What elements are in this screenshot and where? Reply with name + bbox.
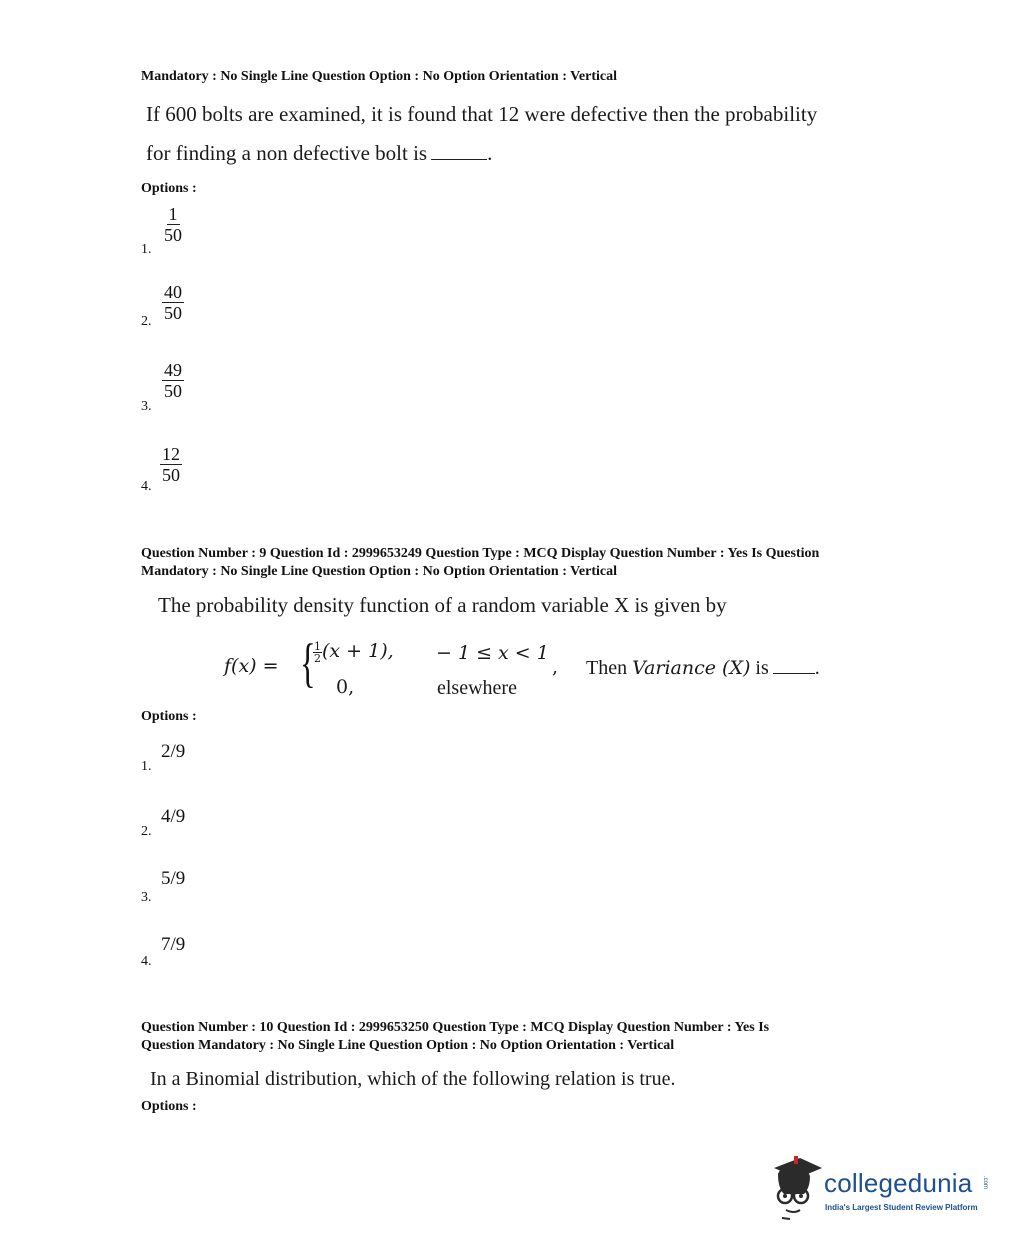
q8-meta: Mandatory : No Single Line Question Option : No Option Orientation : Vertical <box>141 69 618 84</box>
q9-option-1-text[interactable]: 2/9 <box>161 741 186 762</box>
q8-option-1-denominator: 50 <box>164 225 182 245</box>
logo-tagline: India's Largest Student Review Platform <box>825 1203 978 1212</box>
q8-question-line2 <box>146 141 492 165</box>
q10-meta-line2: Question Mandatory : No Single Line Question Option : No Option Orientation : Vertical <box>141 1038 675 1053</box>
student-mascot-icon <box>764 1152 824 1220</box>
q9-half-denominator: 2 <box>314 651 321 665</box>
q9-formula-half <box>313 641 322 664</box>
logo-com: .com <box>982 1176 988 1190</box>
q8-option-3-number[interactable]: 3. <box>141 399 152 414</box>
q9-formula-case2: 0, <box>336 676 355 698</box>
q8-option-2-fraction[interactable] <box>162 282 184 323</box>
q8-option-4-number[interactable]: 4. <box>141 479 152 494</box>
q9-option-1-number[interactable]: 1. <box>141 759 152 774</box>
q8-option-1-fraction[interactable] <box>164 204 182 245</box>
q8-option-4-denominator: 50 <box>162 465 180 485</box>
q8-option-1-numerator: 1 <box>168 204 178 224</box>
logo-mascot <box>764 1152 824 1220</box>
logo-name: collegedunia <box>824 1168 973 1198</box>
q8-option-4-fraction[interactable] <box>160 444 182 485</box>
q9-option-4-number[interactable]: 4. <box>141 954 152 969</box>
q9-formula-cond2: elsewhere <box>437 677 517 699</box>
q9-option-3-number[interactable]: 3. <box>141 890 152 905</box>
q9-option-3-text[interactable]: 5/9 <box>161 868 186 889</box>
q9-end-text: . <box>814 657 820 679</box>
q9-half-numerator: 1 <box>314 639 321 653</box>
q8-option-2-number[interactable]: 2. <box>141 314 152 329</box>
q8-options-label: Options : <box>141 181 197 196</box>
q8-option-4-numerator: 12 <box>162 444 180 464</box>
q8-option-3-numerator: 49 <box>164 360 182 380</box>
q9-then-variance <box>586 655 820 680</box>
q9-formula-case1-expr: (x + 1), <box>322 640 394 662</box>
q8-question-line2-text: for finding a non defective bolt is <box>146 141 428 165</box>
q8-option-2-denominator: 50 <box>164 303 182 323</box>
answer-blank <box>773 655 815 674</box>
q9-is-text: is <box>755 657 769 679</box>
q8-option-1-number[interactable]: 1. <box>141 242 152 257</box>
q9-formula-cond1: − 1 ≤ x < 1 <box>436 642 549 664</box>
q9-meta-line1: Question Number : 9 Question Id : 2999653249 Question Type : MCQ Display Question Number : Yes Is Question <box>141 546 820 561</box>
q10-question-text: In a Binomial distribution, which of the following relation is true. <box>150 1068 676 1090</box>
q9-options-label: Options : <box>141 709 197 724</box>
q9-option-2-text[interactable]: 4/9 <box>161 806 186 827</box>
q9-formula-comma: , <box>552 656 559 678</box>
q10-options-label: Options : <box>141 1099 197 1114</box>
q9-question-text: The probability density function of a random variable X is given by <box>158 593 727 617</box>
q8-option-3-denominator: 50 <box>164 381 182 401</box>
q8-question-end: . <box>487 141 493 165</box>
q8-option-2-numerator: 40 <box>164 282 182 302</box>
q9-formula-brace: { <box>300 633 316 693</box>
q8-question-line1: If 600 bolts are examined, it is found that 12 were defective then the probability <box>146 102 818 126</box>
q9-formula-lhs: f(x) = <box>224 655 279 677</box>
q9-meta-line2: Mandatory : No Single Line Question Option : No Option Orientation : Vertical <box>141 564 618 579</box>
q9-formula-case1 <box>313 640 394 664</box>
q8-option-3-fraction[interactable] <box>162 360 184 401</box>
q9-option-4-text[interactable]: 7/9 <box>161 934 186 955</box>
q10-meta-line1: Question Number : 10 Question Id : 2999653250 Question Type : MCQ Display Question Number : Yes Is <box>141 1020 770 1035</box>
answer-blank <box>431 141 487 160</box>
q9-option-2-number[interactable]: 2. <box>141 824 152 839</box>
q9-variance-text: Variance (X) <box>632 657 751 679</box>
q9-then-text: Then <box>586 657 628 679</box>
